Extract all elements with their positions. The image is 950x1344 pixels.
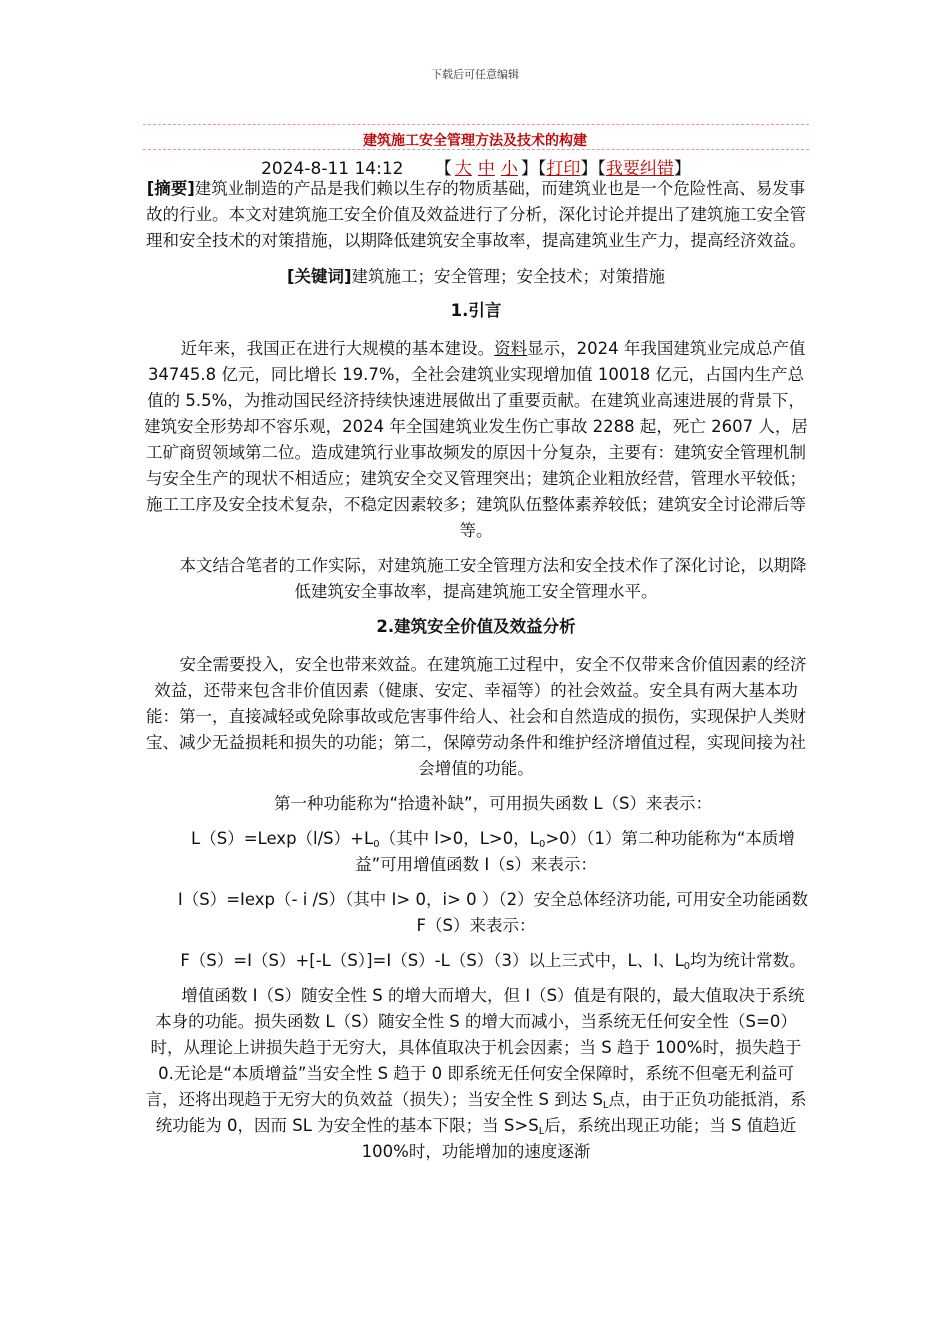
paragraph-text: 近年来，我国正在进行大规模的基本建设。	[180, 339, 495, 358]
bracket: 】【	[520, 159, 547, 179]
paragraph-text: 增值函数 I（S）随安全性 S 的增大而增大，但 I（S）值是有限的，最大值取决于系统本身的功能。损失函数 L（S）随安全性 S 的增大而减小，当系统无任何安全性（S=0）时，从理论上讲损失趋于无穷大，具体值取决于机会因素；当 S 趋于 100%时，损失趋于 0.无论是“本质增益”当安全性 S 趋于 0 即系统无任何安全保障时，系统不但毫无利益可言，还将出现趋于无穷大的负效益（损失）；当安全性 S 到达 S	[145, 986, 805, 1109]
formula-3	[143, 948, 809, 974]
bracket: 【	[434, 159, 452, 179]
data-link[interactable]: 资料	[494, 339, 528, 358]
page-header: 下载后可任意编辑	[431, 68, 519, 81]
keywords	[143, 264, 809, 290]
subscript: L	[602, 1100, 609, 1111]
paragraph-text: 显示，2024 年我国建筑业完成总产值 34745.8 亿元，同比增长 19.7%，全社会建筑业实现增加值 10018 亿元，占国内生产总值的 5.5%，为推动国民经济持续快速进展做出了重要贡献。在建筑业高速进展的背景下，建筑安全形势却不容乐观，2024 年全国建筑业发生伤亡事故 2288 起，死亡 2607 人，居工矿商贸领域第二位。造成建筑行业事故频发的原因十分复杂，主要有：建筑安全管理机制与安全生产的现状不相适应；建筑安全交叉管理突出；建筑企业粗放经营，管理水平较低；施工工序及安全技术复杂，不稳定因素较多；建筑队伍整体素养较低；建筑安全讨论滞后等等。	[144, 339, 808, 540]
keywords-label: [关键词]	[286, 267, 352, 286]
formula-text: F（S）=I（S）+[-L（S）]=I（S）-L（S）（3）以上三式中，L、I、L	[180, 951, 684, 970]
section-heading-value-analysis: 2.建筑安全价值及效益分析	[376, 617, 576, 636]
paragraph: 本文结合笔者的工作实际，对建筑施工安全管理方法和安全技术作了深化讨论，以期降低建筑安全事故率，提高建筑施工安全管理水平。	[179, 556, 807, 601]
paragraph: 安全需要投入，安全也带来效益。在建筑施工过程中，安全不仅带来含价值因素的经济效益，还带来包含非价值因素（健康、安定、幸福等）的社会效益。安全具有两大基本功能：第一，直接减轻或免除事故或危害事件给人、社会和自然造成的损伤，实现保护人类财宝、减少无益损耗和损失的功能；第二，保障劳动条件和维护经济增值过程，实现间接为社会增值的功能。	[146, 655, 807, 778]
bracket: 】【	[580, 159, 606, 179]
section-heading-intro: 1.引言	[450, 301, 502, 320]
paragraph-text: 后，系统出现正功能；当 S 值趋近 100%时，功能增加的速度逐渐	[361, 1116, 797, 1161]
formula-text: （其中 l>0，L>0，L	[379, 829, 539, 848]
subscript: L	[538, 1126, 545, 1137]
paragraph	[143, 336, 809, 544]
print-link[interactable]: 打印	[546, 159, 581, 179]
formula-text: L（S）=Lexp（l/S）+L	[191, 829, 374, 848]
font-size-large-link[interactable]: 大	[454, 159, 472, 179]
paragraph: 第一种功能称为“拾遗补缺”，可用损失函数 L（S）来表示：	[273, 794, 712, 813]
abstract-text: 建筑业制造的产品是我们赖以生存的物质基础，而建筑业也是一个危险性高、易发事故的行业。本文对建筑施工安全价值及效益进行了分析，深化讨论并提出了建筑施工安全管理和安全技术的对策措施，以期降低建筑安全事故率，提高建筑业生产力，提高经济效益。	[146, 179, 806, 250]
title-divider-bottom	[143, 149, 809, 150]
font-size-medium-link[interactable]: 中	[477, 159, 495, 179]
formula-1	[143, 826, 809, 878]
paragraph	[143, 983, 809, 1165]
article-body	[143, 176, 809, 1174]
font-size-small-link[interactable]: 小	[500, 159, 518, 179]
bracket: 】	[673, 159, 691, 179]
publish-date: 2024-8-11 14:12	[261, 159, 404, 179]
subscript: 0	[538, 839, 546, 850]
paragraph-text: 点，由于正负功能抵消，系统功能为 0，因而 SL 为安全性的基本下限；当 S>S	[155, 1090, 807, 1135]
subscript: 0	[683, 961, 691, 972]
formula-text: 均为统计常数。	[690, 951, 806, 970]
formula-2: I（S）=Iexp（- i /S）（其中 I> 0，i> 0 ）（2）安全总体经济功能, 可用安全功能函数 F（S）来表示：	[177, 890, 809, 935]
report-error-link[interactable]: 我要纠错	[605, 159, 674, 179]
abstract-label: [摘要]	[146, 179, 195, 198]
article-title: 建筑施工安全管理方法及技术的构建	[363, 133, 587, 149]
formula-text: >0）（1）第二种功能称为“本质增益”可用增值函数 I（s）来表示：	[355, 829, 795, 874]
title-divider-top	[143, 124, 809, 125]
abstract	[143, 176, 809, 254]
subscript: 0	[373, 839, 380, 850]
keywords-text: 建筑施工；安全管理；安全技术；对策措施	[351, 267, 666, 286]
